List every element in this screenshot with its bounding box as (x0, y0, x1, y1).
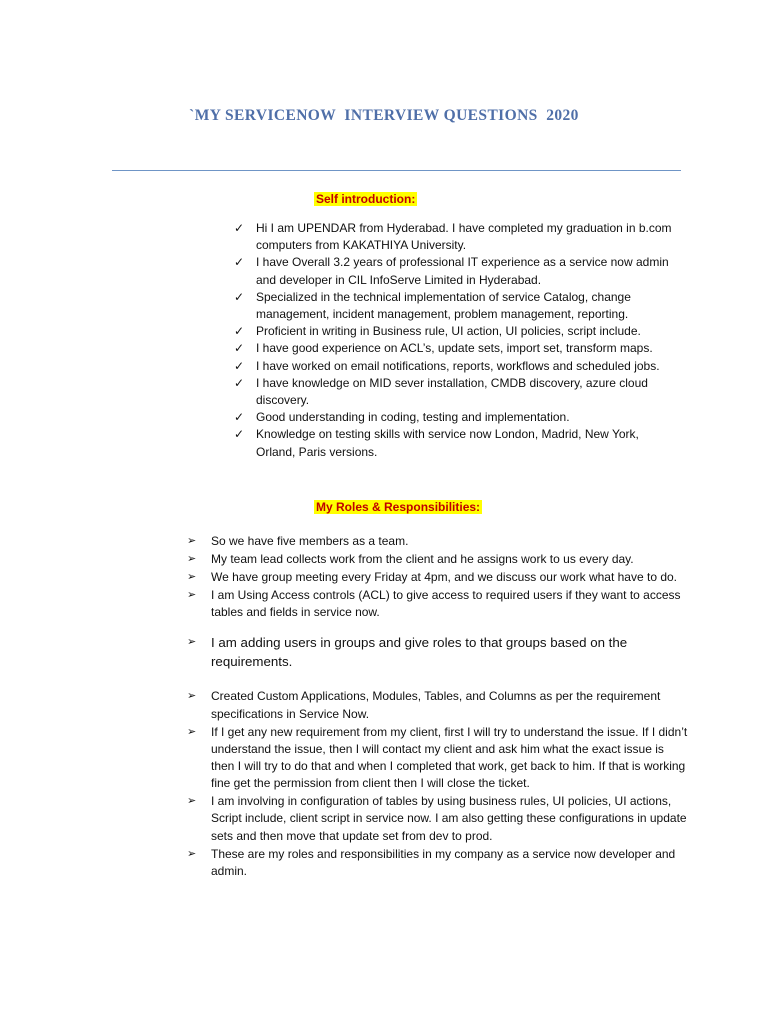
check-mark-icon: ✓ (234, 341, 245, 356)
self-intro-item-text: Specialized in the technical implementation of service Catalog, change management, incident management, problem management, reporting. (256, 289, 631, 322)
check-mark-icon: ✓ (234, 358, 245, 373)
arrowhead-bullet-icon: ➢ (187, 636, 197, 649)
self-intro-item (234, 340, 676, 357)
check-mark-icon: ✓ (234, 375, 245, 390)
roles-item (187, 846, 689, 880)
self-intro-item (234, 254, 676, 288)
self-intro-item-text: Proficient in writing in Business rule, UI action, UI policies, script include. (256, 324, 641, 339)
arrowhead-bullet-icon: ➢ (187, 795, 197, 808)
roles-heading (314, 500, 482, 514)
roles-item-text: If I get any new requirement from my client, first I will try to understand the issue. If I didn’t understand the issue, then I will contact my client and ask him what the exact issue is then I will try to do that and when I completed that work, get back to him. If that is working fine get the permission from client then I will close the ticket. (211, 724, 688, 791)
self-intro-item-text: Good understanding in coding, testing and implementation. (256, 410, 570, 425)
roles-item-text: So we have five members as a team. (211, 534, 409, 548)
self-intro-item (234, 409, 676, 426)
check-mark-icon: ✓ (234, 289, 245, 304)
roles-item-text: I am Using Access controls (ACL) to give access to required users if they want to access tables and fields in service now. (211, 588, 681, 620)
self-intro-item (234, 289, 676, 323)
self-intro-item-text: I have Overall 3.2 years of professional IT experience as a service now admin and developer in CIL InfoServe Limited in Hyderabad. (256, 255, 669, 287)
check-mark-icon: ✓ (234, 324, 245, 339)
roles-item (187, 587, 689, 621)
self-intro-item-text: I have knowledge on MID sever installation, CMDB discovery, azure cloud discovery. (256, 375, 648, 408)
self-intro-item-text: I have good experience on ACL’s, update sets, import set, transform maps. (256, 341, 653, 356)
roles-item-text: We have group meeting every Friday at 4pm, and we discuss our work what have to do. (211, 570, 678, 584)
roles-item-text: These are my roles and responsibilities in my company as a service now developer and admin. (211, 846, 676, 878)
self-intro-item (234, 358, 676, 375)
roles-item (187, 569, 689, 586)
arrowhead-bullet-icon: ➢ (187, 535, 197, 547)
self-intro-item-text: Hi I am UPENDAR from Hyderabad. I have completed my graduation in b.com computers from KAKATHIYA University. (256, 221, 672, 253)
check-mark-icon: ✓ (234, 410, 245, 425)
roles-item (187, 688, 689, 722)
document-title: `MY SERVICENOW INTERVIEW QUESTIONS 2020 (189, 107, 579, 124)
self-intro-item-text: I have worked on email notifications, reports, workflows and scheduled jobs. (256, 358, 660, 373)
roles-item (187, 793, 689, 845)
roles-list (187, 533, 689, 881)
check-mark-icon: ✓ (234, 427, 245, 442)
arrowhead-bullet-icon: ➢ (187, 571, 197, 583)
roles-item (187, 633, 689, 671)
arrowhead-bullet-icon: ➢ (187, 725, 197, 738)
roles-item (187, 551, 689, 568)
arrowhead-bullet-icon: ➢ (187, 553, 197, 565)
self-intro-item (234, 323, 676, 340)
arrowhead-bullet-icon: ➢ (187, 690, 197, 703)
self-intro-heading (314, 192, 417, 206)
self-intro-item (234, 426, 676, 460)
arrowhead-bullet-icon: ➢ (187, 589, 197, 601)
self-intro-item (234, 220, 676, 254)
roles-item-text: My team lead collects work from the client and he assigns work to us every day. (211, 552, 634, 566)
check-mark-icon: ✓ (234, 255, 245, 270)
title-divider (112, 170, 681, 171)
self-intro-list (234, 220, 676, 461)
roles-item (187, 724, 689, 793)
roles-heading-text: My Roles & Responsibilities: (316, 500, 481, 514)
roles-item-text: I am adding users in groups and give roles to that groups based on the requirements. (211, 635, 628, 670)
self-intro-item-text: Knowledge on testing skills with service now London, Madrid, New York, Orland, Paris versions. (256, 427, 639, 459)
roles-item-text: Created Custom Applications, Modules, Tables, and Columns as per the requirement specifications in Service Now. (211, 689, 661, 721)
self-intro-item (234, 375, 676, 409)
roles-item-text: I am involving in configuration of tables by using business rules, UI policies, UI actions, Script include, client script in service now. I am also getting these configurations in update sets and then move that update set from dev to prod. (211, 794, 687, 843)
self-intro-heading-text: Self introduction: (316, 192, 416, 206)
arrowhead-bullet-icon: ➢ (187, 847, 197, 860)
check-mark-icon: ✓ (234, 221, 245, 235)
roles-item (187, 533, 689, 550)
